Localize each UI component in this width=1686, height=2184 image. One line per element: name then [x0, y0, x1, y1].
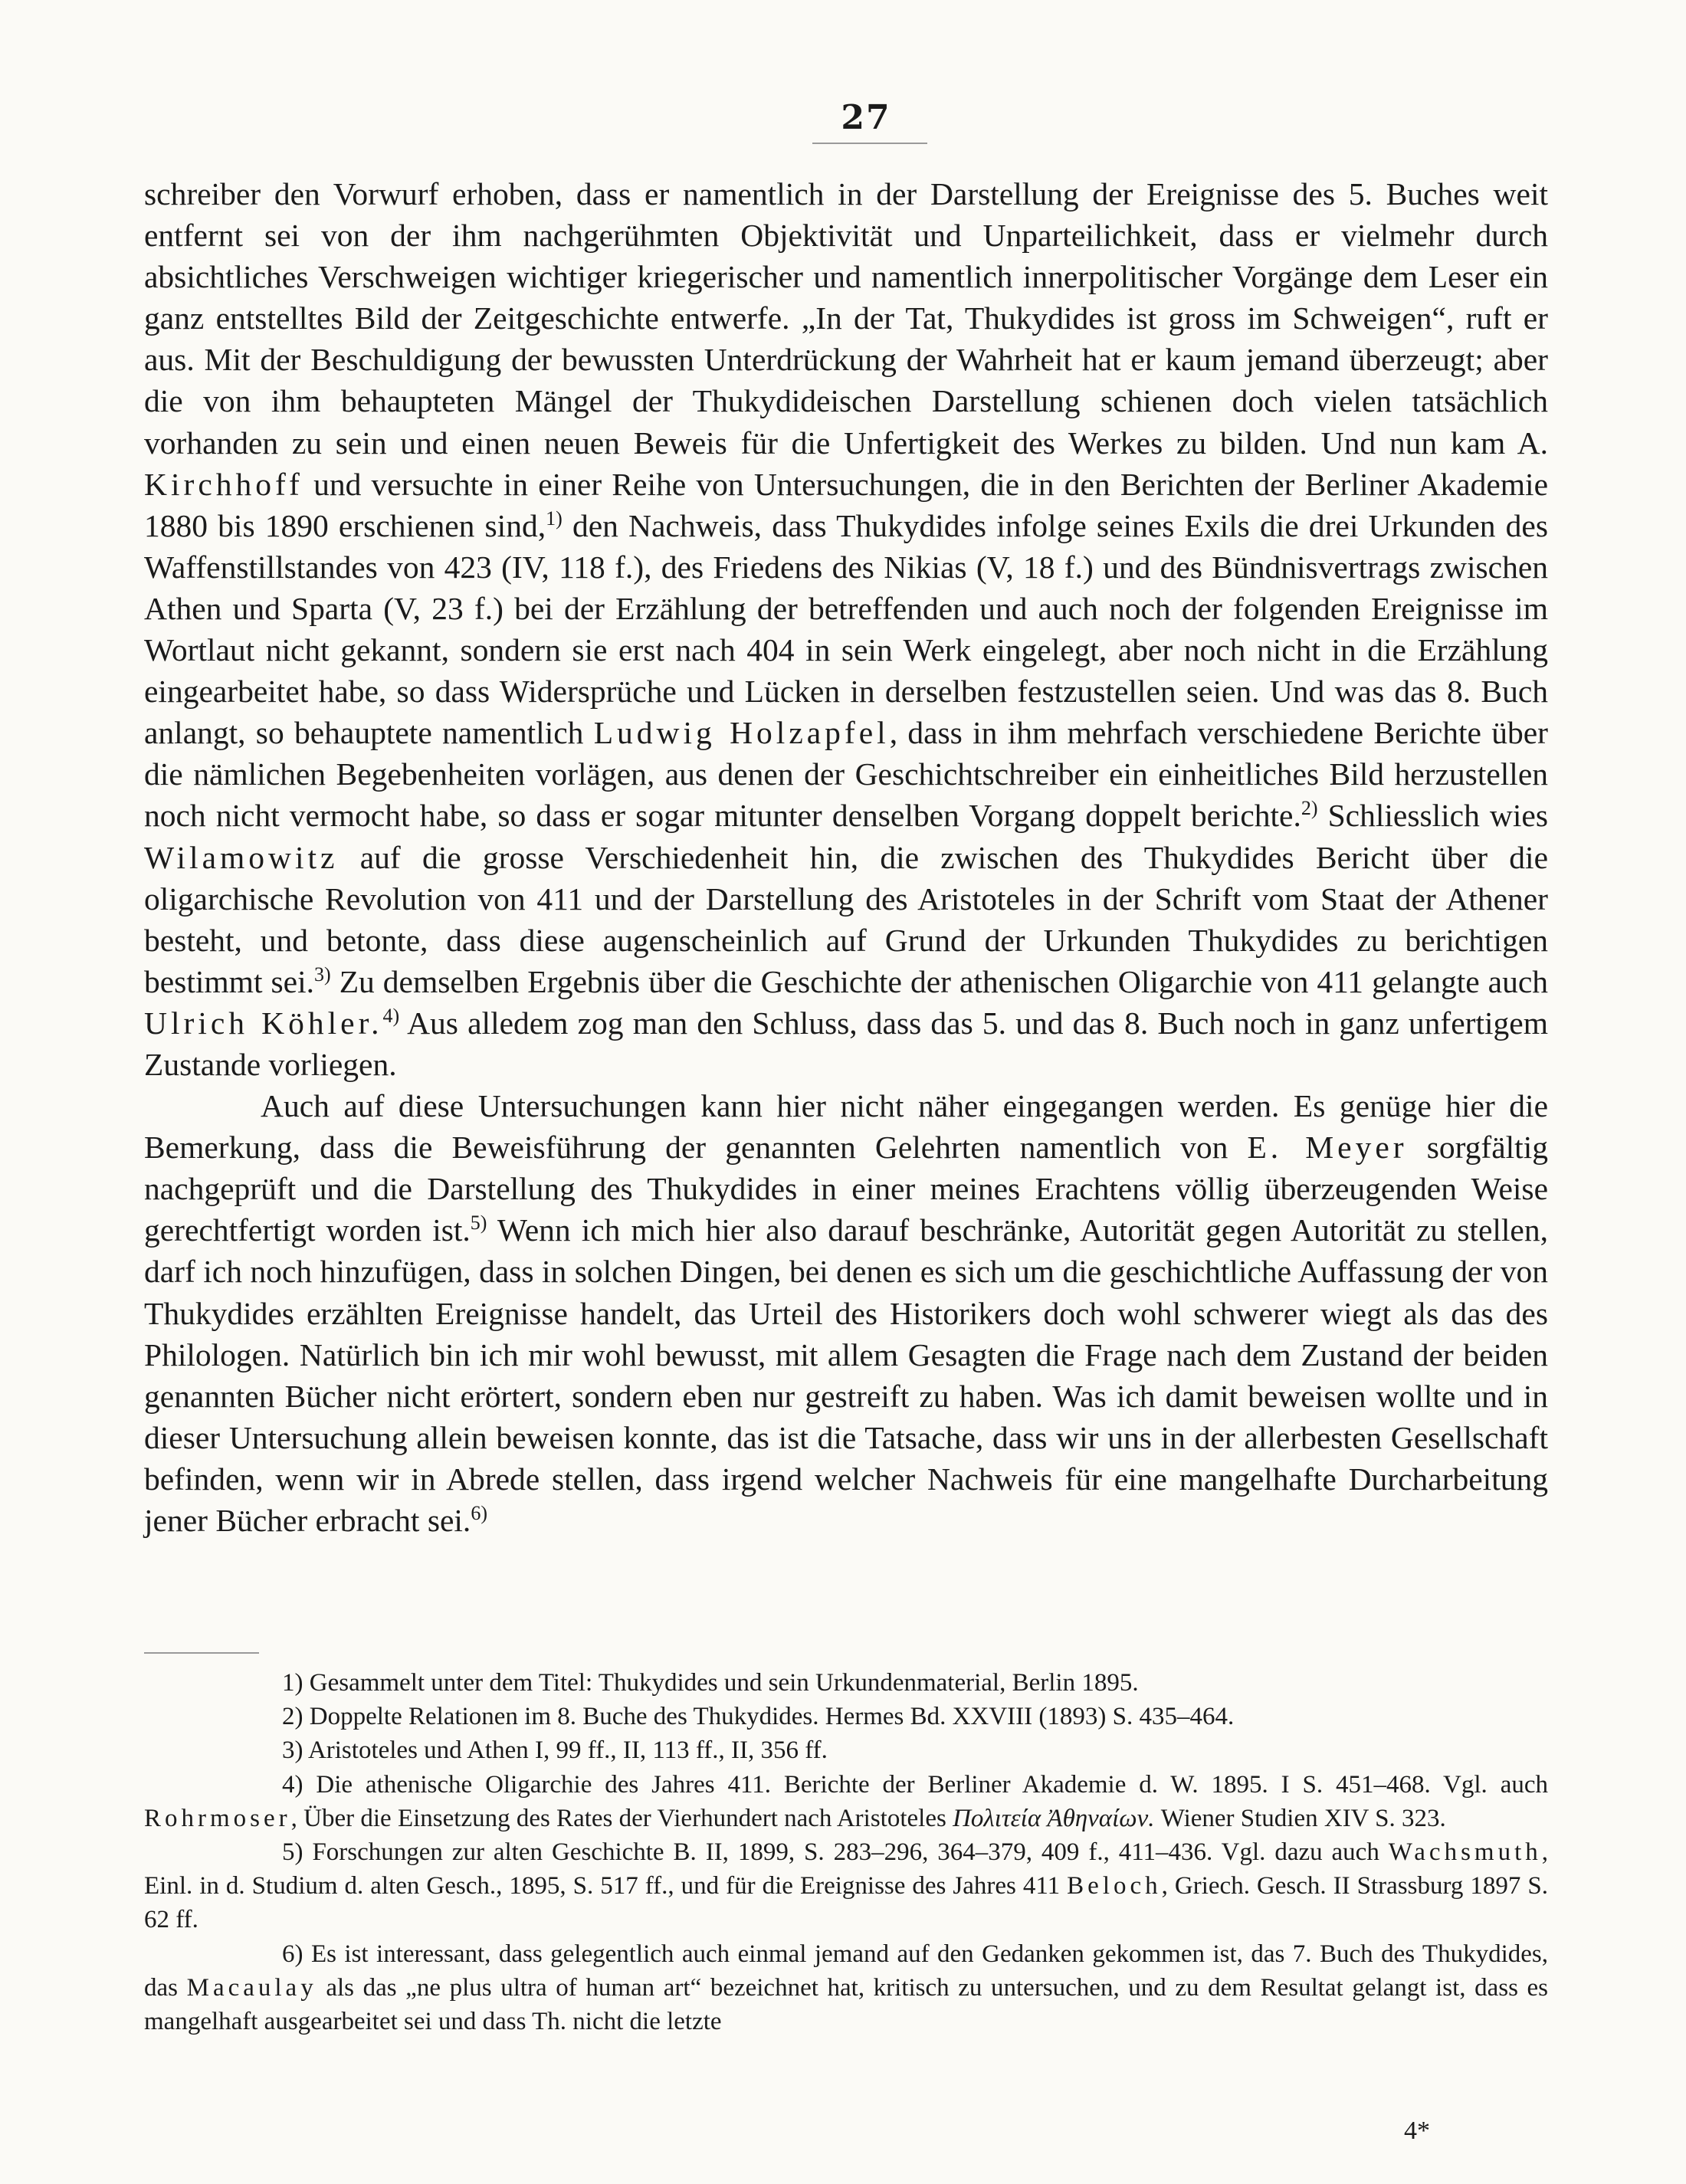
text-run: schreiber den Vorwurf erhoben, dass er namentlich in der Darstellung der Ereignisse des 5. Buches weit entfernt sei von der ihm nachgerühmten Objektivität und Unparteilichkeit, dass er vielmehr durch absichtliches Verschweigen wichtiger kriegerischer und namentlich innerpolitischer Vorgänge dem Leser ein ganz entstelltes Bild der Zeitgeschichte entwerfe. „In der Tat, Thukydides ist gross im Schweigen“, ruft er aus. Mit der Beschuldigung der bewussten Unterdrückung der Wahrheit hat er kaum jemand überzeugt; aber die von ihm behaupteten Mängel der Thukydideischen Darstellung schienen doch vielen tatsächlich vorhanden zu sein und einen neuen Beweis für die Unfertigkeit des Werkes zu bilden. Und nun kam A.: [144, 176, 1548, 461]
footnotes: [144, 1666, 1548, 2038]
footnote-ref-1[interactable]: 1): [546, 507, 563, 530]
footnote-5: [144, 1835, 1548, 1937]
footnote-rule: [144, 1652, 259, 1654]
greek-title: Πολιτεία Ἀθηναίων.: [953, 1804, 1155, 1832]
footnote-text: Doppelte Relationen im 8. Buche des Thukydides. Hermes Bd. XXVIII (1893) S. 435–464.: [309, 1703, 1235, 1731]
text-run: Wenn ich mich hier also darauf beschränke, Autorität gegen Autorität zu stellen, darf ich noch hinzufügen, dass in solchen Dingen, bei denen es sich um die geschichtliche Auffassung der von Thukydides erzählten Ereignisse handelt, das Urteil des Historikers doch wohl schwerer wiegt als das des Philologen. Natürlich bin ich mir wohl bewusst, mit allem Gesagten die Frage nach dem Zustand der beiden genannten Bücher nicht erörtert, sondern eben nur gestreift zu haben. Was ich damit beweisen wollte und in dieser Untersuchung allein beweisen konnte, das ist die Tatsache, dass wir uns in der allerbesten Gesellschaft befinden, wenn wir in Abrede stellen, dass irgend welcher Nachweis für eine mangelhafte Durcharbeitung jener Bücher erbracht sei.: [144, 1212, 1548, 1538]
footnote-text: , Über die Einsetzung des Rates der Vierhundert nach Aristoteles: [290, 1804, 946, 1832]
footnote-mark: 1): [282, 1669, 303, 1697]
author-name: Beloch: [1067, 1872, 1162, 1900]
author-name: Kirchhoff: [144, 466, 303, 502]
footnote-ref-6[interactable]: 6): [471, 1502, 487, 1525]
footnote-ref-5[interactable]: 5): [470, 1212, 487, 1235]
footnote-text: Forschungen zur alten Geschichte B. II, 1899, S. 283–296, 364–379, 409 f., 411–436. Vgl. dazu auch: [312, 1838, 1379, 1867]
footnote-mark: 4): [282, 1770, 303, 1799]
footnote-text: Gesammelt unter dem Titel: Thukydides und sein Urkundenmaterial, Berlin 1895.: [309, 1669, 1139, 1697]
paragraph-2: [144, 1085, 1548, 1541]
text-run: , dass in ihm mehrfach verschiedene Berichte über die nämlichen Begebenheiten vorlägen, aus denen der Geschichtschreiber ein einheitliches Bild herzustellen noch nicht vermocht habe, so dass er sogar mitunter denselben Vorgang doppelt berichte.: [144, 715, 1548, 834]
footnote-text: , Einl. in d. Studium d. alten Gesch., 1895, S. 517 ff., und für die Ereignisse des Jahres 411: [144, 1838, 1549, 1900]
author-name: Rohrmoser: [144, 1804, 291, 1832]
author-name: E. Meyer: [1247, 1130, 1408, 1166]
author-name: Ulrich Köhler.: [144, 1005, 383, 1041]
footnote-4: [144, 1768, 1548, 1835]
author-name: Ludwig Holzapfel: [593, 715, 890, 751]
page-number: 27: [841, 98, 891, 137]
text-run: Auch auf diese Untersuchungen kann hier nicht näher eingegangen werden. Es genüge hier die Bemerkung, dass die Beweisführung der genannten Gelehrten namentlich von: [144, 1088, 1548, 1166]
footnote-ref-2[interactable]: 2): [1301, 797, 1318, 820]
footnote-ref-4[interactable]: 4): [382, 1005, 400, 1028]
footnote-3: [144, 1733, 1548, 1767]
text-run: und versuchte in einer Reihe von Untersuchungen, die in den Berichten der Berliner Akademie 1880 bis 1890 erschienen sind,: [144, 466, 1548, 543]
footnote-text: Die athenische Oligarchie des Jahres 411. Berichte der Berliner Akademie d. W. 1895. I S. 451–468. Vgl. auch: [316, 1770, 1548, 1799]
text-run: auf die grosse Verschiedenheit hin, die zwischen des Thukydides Bericht über die oligarchische Revolution von 411 und der Darstellung des Aristoteles in der Schrift vom Staat der Athener besteht, und betonte, dass diese augenscheinlich auf Grund der Urkunden Thukydides zu berichtigen bestimmt sei.: [144, 839, 1548, 999]
text-run: Zu demselben Ergebnis über die Geschichte der athenischen Oligarchie von 411 gelangte auch: [339, 963, 1549, 999]
footnote-mark: 3): [282, 1736, 303, 1765]
text-run: den Nachweis, dass Thukydides infolge seines Exils die drei Urkunden des Waffenstillstandes von 423 (IV, 118 f.), des Friedens des Nikias (V, 18 f.) und des Bündnisvertrags zwischen Athen und Sparta (V, 23 f.) bei der Erzählung der betreffenden und auch noch der folgenden Ereignisse im Wortlaut nicht gekannt, sondern sie erst nach 404 in sein Werk eingelegt, aber noch nicht in die Erzählung eingearbeitet habe, so dass Widersprüche und Lücken in derselben festzustellen seien. Und was das 8. Buch anlangt, so behauptete namentlich: [144, 507, 1548, 751]
footnote-text: als das „ne plus ultra of human art“ bezeichnet hat, kritisch zu untersuchen, und zu dem Resultat gelangt ist, dass es mangelhaft ausgearbeitet sei und dass Th. nicht die letzte: [144, 1973, 1549, 2036]
header-rule: [812, 143, 927, 144]
main-text: [144, 173, 1548, 1541]
text-run: Aus alledem zog man den Schluss, dass das 5. und das 8. Buch noch in ganz unfertigem Zustande vorliegen.: [144, 1005, 1548, 1082]
footnote-6: [144, 1937, 1548, 2039]
text-run: sorgfältig nachgeprüft und die Darstellung des Thukydides in einer meines Erachtens völlig überzeugenden Weise gerechtfertigt worden ist.: [144, 1130, 1548, 1248]
footnote-text: Wiener Studien XIV S. 323.: [1160, 1804, 1446, 1832]
footnote-mark: 6): [282, 1940, 303, 1968]
footnote-ref-3[interactable]: 3): [313, 962, 331, 985]
signature-mark: 4*: [1404, 2117, 1430, 2145]
author-name: Wachsmuth: [1388, 1838, 1542, 1867]
footnote-1: [144, 1666, 1548, 1700]
author-name: Wilamowitz: [144, 839, 339, 875]
author-name: Macaulay: [186, 1973, 317, 2002]
footnote-mark: 5): [282, 1838, 303, 1867]
text-run: Schliesslich wies: [1327, 798, 1548, 834]
footnote-text: , Griech. Gesch. II Strassburg 1897 S. 62 ff.: [144, 1872, 1548, 1934]
paragraph-1: [144, 173, 1548, 1085]
footnote-text: Aristoteles und Athen I, 99 ff., II, 113 ff., II, 356 ff.: [307, 1736, 828, 1765]
footnote-text: Es ist interessant, dass gelegentlich auch einmal jemand auf den Gedanken gekommen ist, das 7. Buch des Thukydides, das: [144, 1940, 1548, 2002]
footnote-2: [144, 1700, 1548, 1733]
footnote-mark: 2): [282, 1703, 303, 1731]
